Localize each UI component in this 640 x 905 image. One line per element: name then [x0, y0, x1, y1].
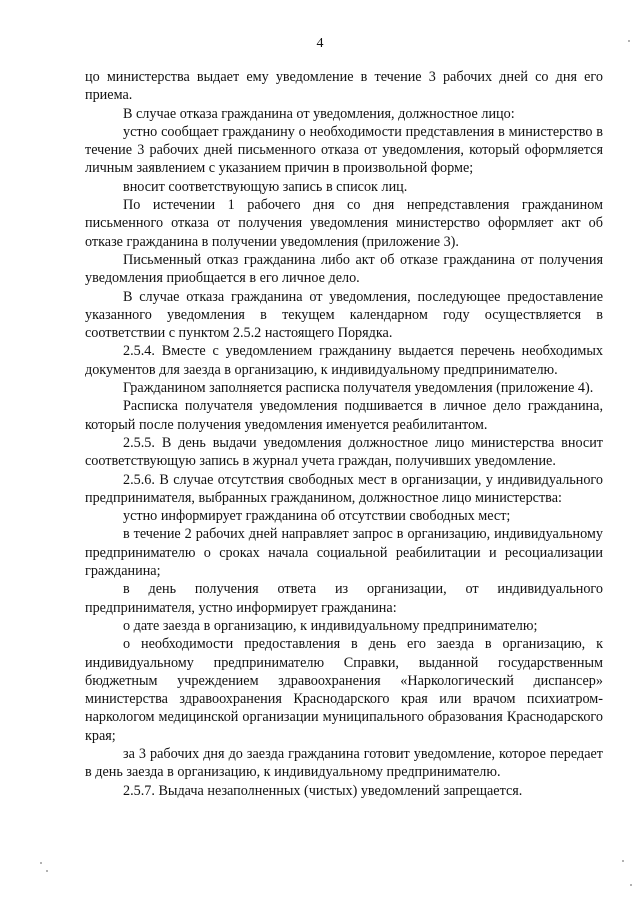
- scan-speck: [40, 862, 42, 864]
- paragraph-6: Письменный отказ гражданина либо акт об отказе гражданина от получения уведомления приобщается в его личное дело.: [85, 251, 603, 287]
- paragraph-5: По истечении 1 рабочего дня со дня непредставления гражданином письменного отказа от получения уведомления министерство оформляет акт об отказе гражданина в получении уведомления (приложение 3).: [85, 197, 603, 250]
- paragraph-3: устно сообщает гражданину о необходимости представления в министерство в течение 3 рабочих дней письменного отказа от уведомления, который оформляется личным заявлением с указанием причин в произвольной форме;: [85, 123, 603, 177]
- paragraph-17: о необходимости предоставления в день его заезда в организацию, к индивидуальному предпринимателю Справки, выданной государственным бюджетным учреждением здравоохранения «Наркологический диспансер» министерства здравоохранения Краснодарского края или врачом психиатром-наркологом медицинской организации муниципального образования Краснодарского края;: [85, 636, 603, 744]
- paragraph-10: Расписка получателя уведомления подшивается в личное дело гражданина, который после получения уведомления именуется реабилитантом.: [85, 398, 603, 433]
- paragraph-12: 2.5.6. В случае отсутствия свободных мест в организации, у индивидуального предпринимателя, выбранных гражданином, должностное лицо министерства:: [85, 471, 603, 506]
- scan-speck: [622, 860, 624, 862]
- paragraph-11: 2.5.5. В день выдачи уведомления должностное лицо министерства вносит соответствующую запись в журнал учета граждан, получивших уведомление.: [85, 434, 603, 470]
- paragraph-14: в течение 2 рабочих дней направляет запрос в организацию, индивидуальному предпринимателю о сроках начала социальной реабилитации и ресоциализации гражданина;: [85, 526, 603, 580]
- scan-speck: [630, 884, 632, 886]
- paragraph-4: вносит соответствующую запись в список лиц.: [123, 178, 408, 195]
- paragraph-13: устно информирует гражданина об отсутствии свободных мест;: [123, 508, 511, 525]
- paragraph-15: в день получения ответа из организации, от индивидуального предпринимателя, устно информирует гражданина:: [85, 581, 603, 616]
- paragraph-9: Гражданином заполняется расписка получателя уведомления (приложение 4).: [123, 380, 594, 397]
- paragraph-18: за 3 рабочих дня до заезда гражданина готовит уведомление, которое передает в день заезда в организацию, к индивидуальному предпринимателю.: [85, 745, 603, 781]
- paragraph-16: о дате заезда в организацию, к индивидуальному предпринимателю;: [123, 617, 538, 634]
- paragraph-2: В случае отказа гражданина от уведомления, должностное лицо:: [123, 105, 515, 122]
- paragraph-8: 2.5.4. Вместе с уведомлением гражданину выдается перечень необходимых документов для заезда в организацию, к индивидуальному предпринимателю.: [85, 343, 603, 378]
- page-number: 4: [316, 36, 324, 51]
- document-body: [85, 68, 603, 800]
- paragraph-1: цо министерства выдает ему уведомление в течение 3 рабочих дней со дня его приема.: [85, 69, 603, 104]
- scan-speck: [628, 40, 630, 42]
- paragraph-19: 2.5.7. Выдача незаполненных (чистых) уведомлений запрещается.: [123, 782, 523, 799]
- scan-speck: [46, 870, 48, 872]
- paragraph-7: В случае отказа гражданина от уведомления, последующее предоставление указанного уведомления в текущем календарном году осуществляется в соответствии с пунктом 2.5.2 настоящего Порядка.: [85, 288, 603, 342]
